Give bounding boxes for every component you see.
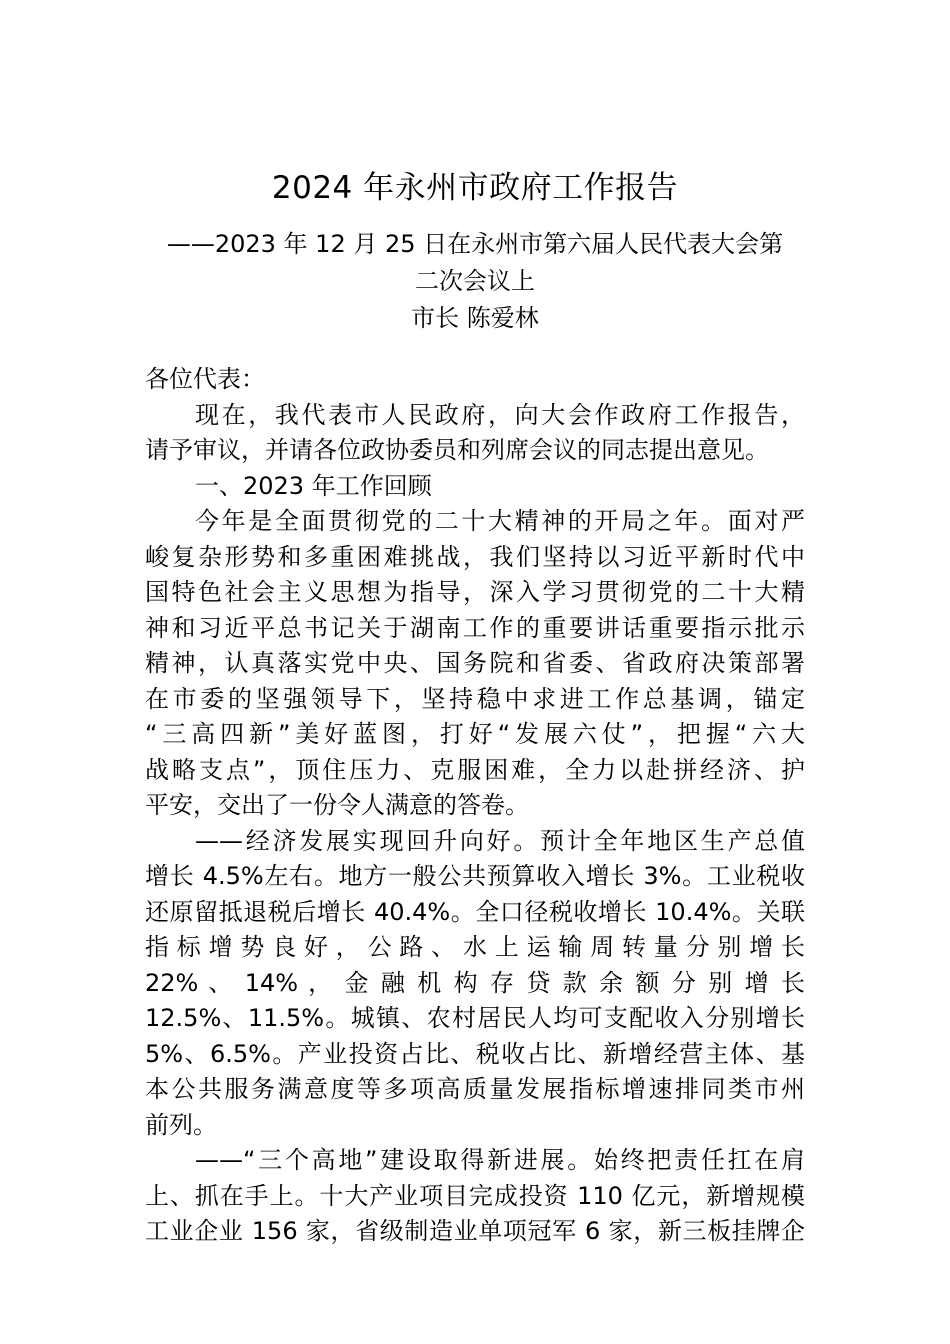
speaker-line: 市长 陈爱林 [411,304,539,332]
salutation: 各位代表： [145,365,265,393]
paragraph-line: “三高四新”美好蓝图，打好“发展六仗”，把握“六大 [145,720,805,748]
subtitle-line: ——2023 年 12 月 25 日在永州市第六届人民代表大会第 [166,230,784,258]
paragraph-line: 22% 、 14% ， 金 融 机 构 存 贷 款 余 额 分 别 增 长 [145,968,805,997]
paragraph-line: 上、抓在手上。十大产业项目完成投资 110 亿元，新增规模 [145,1181,805,1210]
paragraph-line: 工业企业 156 家，省级制造业单项冠军 6 家，新三板挂牌企 [145,1217,805,1245]
paragraph-line: 指标增势良好，公路、水上运输周转量分别增长 [145,933,805,961]
paragraph-line: 前列。 [145,1110,217,1139]
paragraph-line: 5%、6.5%。产业投资占比、税收占比、新增经营主体、基 [145,1039,805,1068]
paragraph-line: 增长 4.5%左右。地方一般公共预算收入增长 3%。工业税收 [145,862,805,890]
section-heading: 一、2023 年工作回顾 [195,471,432,500]
paragraph-line: 12.5%、11.5%。城镇、农村居民人均可支配收入分别增长 [145,1004,805,1032]
paragraph-line: 本公共服务满意度等多项高质量发展指标增速排同类市州 [145,1075,805,1103]
paragraph-line: 战略支点”，顶住压力、克服困难，全力以赴拼经济、护 [145,755,805,784]
paragraph-line: 峻复杂形势和多重困难挑战，我们坚持以习近平新时代中 [145,542,805,571]
paragraph-line: 平安，交出了一份令人满意的答卷。 [145,791,529,819]
paragraph-line: 今年是全面贯彻党的二十大精神的开局之年。面对严 [195,507,805,535]
paragraph-line: ——“三个高地”建设取得新进展。始终把责任扛在肩 [195,1146,805,1174]
paragraph-line: 请予审议，并请各位政协委员和列席会议的同志提出意见。 [145,436,769,464]
paragraph-line: 现在，我代表市人民政府，向大会作政府工作报告， [195,400,805,429]
paragraph-line: 还原留抵退税后增长 40.4%。全口径税收增长 10.4%。关联 [145,897,805,926]
paragraph-line: ——经济发展实现回升向好。预计全年地区生产总值 [195,826,805,855]
paragraph-line: 在市委的坚强领导下，坚持稳中求进工作总基调，锚定 [145,684,805,713]
document-body [145,362,805,1250]
document-title: 2024 年永州市政府工作报告 [271,170,679,206]
paragraph-line: 神和习近平总书记关于湖南工作的重要讲话重要指示批示 [145,613,805,642]
paragraph-line: 精神，认真落实党中央、国务院和省委、省政府决策部署 [145,649,805,677]
paragraph-line: 国特色社会主义思想为指导，深入学习贯彻党的二十大精 [145,578,805,606]
subtitle-line: 二次会议上 [415,267,535,295]
document-subtitle [145,226,805,337]
